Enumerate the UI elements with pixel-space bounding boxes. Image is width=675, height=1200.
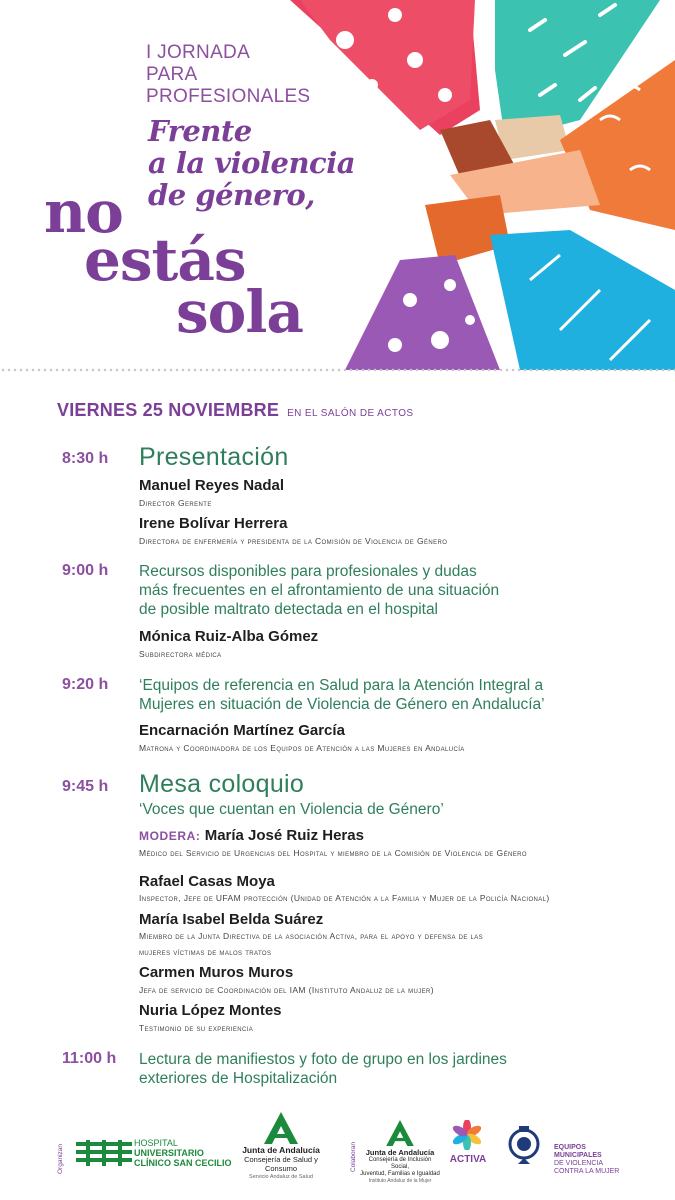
session-text: exteriores de Hospitalización <box>139 1070 338 1087</box>
date-place: EN EL SALÓN DE ACTOS <box>287 408 414 419</box>
time-945: 9:45 h <box>62 778 109 795</box>
hospital-logo <box>76 1140 132 1168</box>
activa-name: ACTIVA <box>449 1154 487 1165</box>
session-text: más frecuentes en el afrontamiento de una situación <box>139 582 500 599</box>
speaker-role: Directora de enfermería y presidenta de la Comisión de Violencia de Género <box>139 536 448 546</box>
speaker-name: Mónica Ruiz-Alba Gómez <box>139 628 319 645</box>
speaker-role: Miembro de la Junta Directiva de la asociación Activa, para el apoyo y defensa de las <box>139 931 484 941</box>
speaker-name: Carmen Muros Muros <box>139 964 294 981</box>
speaker-name: Rafael Casas Moya <box>139 873 275 890</box>
junta-2-text <box>360 1148 440 1185</box>
footer-logos <box>0 1110 675 1200</box>
time-920: 9:20 h <box>62 676 109 693</box>
hero-banner <box>0 0 675 370</box>
time-830: 8:30 h <box>62 450 109 467</box>
junta-andalucia-logo <box>264 1112 298 1144</box>
junta-2-sub2: Juventud, Familias e Igualdad <box>360 1171 440 1177</box>
junta-andalucia-logo <box>386 1120 414 1146</box>
junta-1-sub2: Servicio Andaluz de Salud <box>249 1174 313 1180</box>
equipos-2: MUNICIPALES <box>554 1152 602 1159</box>
slogan-line-2: estás <box>84 226 246 294</box>
event-line-2: PARA <box>146 64 198 85</box>
event-date <box>57 400 413 421</box>
dotted-divider <box>0 368 675 372</box>
junta-1-title: Junta de Andalucía <box>242 1145 320 1155</box>
moderator <box>139 827 364 844</box>
session-title-presentacion: Presentación <box>139 443 289 471</box>
session-text: Lectura de manifiestos y foto de grupo en los jardines <box>139 1051 507 1068</box>
session-text: ‘Equipos de referencia en Salud para la Atención Integral a <box>139 677 544 694</box>
event-line-1: I JORNADA <box>146 42 251 63</box>
time-1100: 11:00 h <box>62 1050 117 1067</box>
speaker-role: mujeres víctimas de malos tratos <box>139 947 272 957</box>
junta-2-title: Junta de Andalucía <box>365 1148 435 1157</box>
hospital-name-3: CLÍNICO SAN CECILIO <box>134 1158 232 1168</box>
junta-1-sub: Consejería de Salud y Consumo <box>244 1155 318 1173</box>
slogan-line-3: sola <box>176 278 303 346</box>
speaker-role: Matrona y Coordinadora de los Equipos de Atención a las Mujeres en Andalucía <box>139 743 465 753</box>
speaker-role: Testimonio de su experiencia <box>139 1023 254 1033</box>
colaboran-label: Colaboran <box>350 1142 357 1172</box>
speaker-name: María Isabel Belda Suárez <box>139 911 324 928</box>
speaker-role: Inspector, Jefe de UFAM protección (Unidad de Atención a la Familia y Mujer de la Policía Nacional) <box>139 893 550 903</box>
session-text: Recursos disponibles para profesionales y dudas <box>139 563 477 580</box>
time-900: 9:00 h <box>62 562 109 579</box>
date-day: VIERNES 25 NOVIEMBRE <box>57 400 280 420</box>
organizan-label: Organizan <box>57 1144 64 1174</box>
speaker-role: Subdirectora médica <box>139 649 222 659</box>
title-line-3: de género, <box>148 178 315 212</box>
activa-logo <box>452 1120 482 1150</box>
moderator-label: MODERA: <box>139 829 201 843</box>
slogan-line-1: no <box>44 178 123 246</box>
session-subtitle: ‘Voces que cuentan en Violencia de Género’ <box>139 801 444 818</box>
hospital-name-1: HOSPITAL <box>134 1138 178 1148</box>
speaker-name: Manuel Reyes Nadal <box>139 477 285 494</box>
moderator-name: María José Ruiz Heras <box>204 827 364 844</box>
speaker-name: Encarnación Martínez García <box>139 722 345 739</box>
equipos-3: DE VIOLENCIA <box>554 1160 604 1167</box>
event-line-3: PROFESIONALES <box>146 86 311 107</box>
junta-2-sub3: Instituto Andaluz de la Mujer <box>368 1178 432 1184</box>
moderator-role: Médico del Servicio de Urgencias del Hospital y miembro de la Comisión de Violencia de Género <box>139 848 527 858</box>
speaker-role: Director Gerente <box>139 498 212 508</box>
junta-2-sub1: Consejería de Inclusión Social, <box>368 1157 432 1170</box>
title-line-1: Frente <box>148 114 252 148</box>
hospital-name-2: UNIVERSITARIO <box>134 1148 204 1158</box>
speaker-name: Nuria López Montes <box>139 1002 282 1019</box>
session-title-mesa: Mesa coloquio <box>139 770 305 798</box>
junta-1-text <box>234 1146 328 1182</box>
hospital-name <box>134 1138 232 1168</box>
equipos-municipales <box>554 1144 619 1176</box>
speaker-role: Jefa de servicio de Coordinación del IAM (Instituto Andaluz de la mujer) <box>139 985 434 995</box>
policia-shield-logo <box>508 1124 540 1166</box>
session-text: Mujeres en situación de Violencia de Género en Andalucía’ <box>139 696 545 713</box>
equipos-4: CONTRA LA MUJER <box>554 1168 620 1175</box>
equipos-1: EQUIPOS <box>554 1144 586 1151</box>
session-text: de posible maltrato detectada en el hospital <box>139 601 439 618</box>
title-line-2: a la violencia <box>148 146 356 180</box>
speaker-name: Irene Bolívar Herrera <box>139 515 288 532</box>
